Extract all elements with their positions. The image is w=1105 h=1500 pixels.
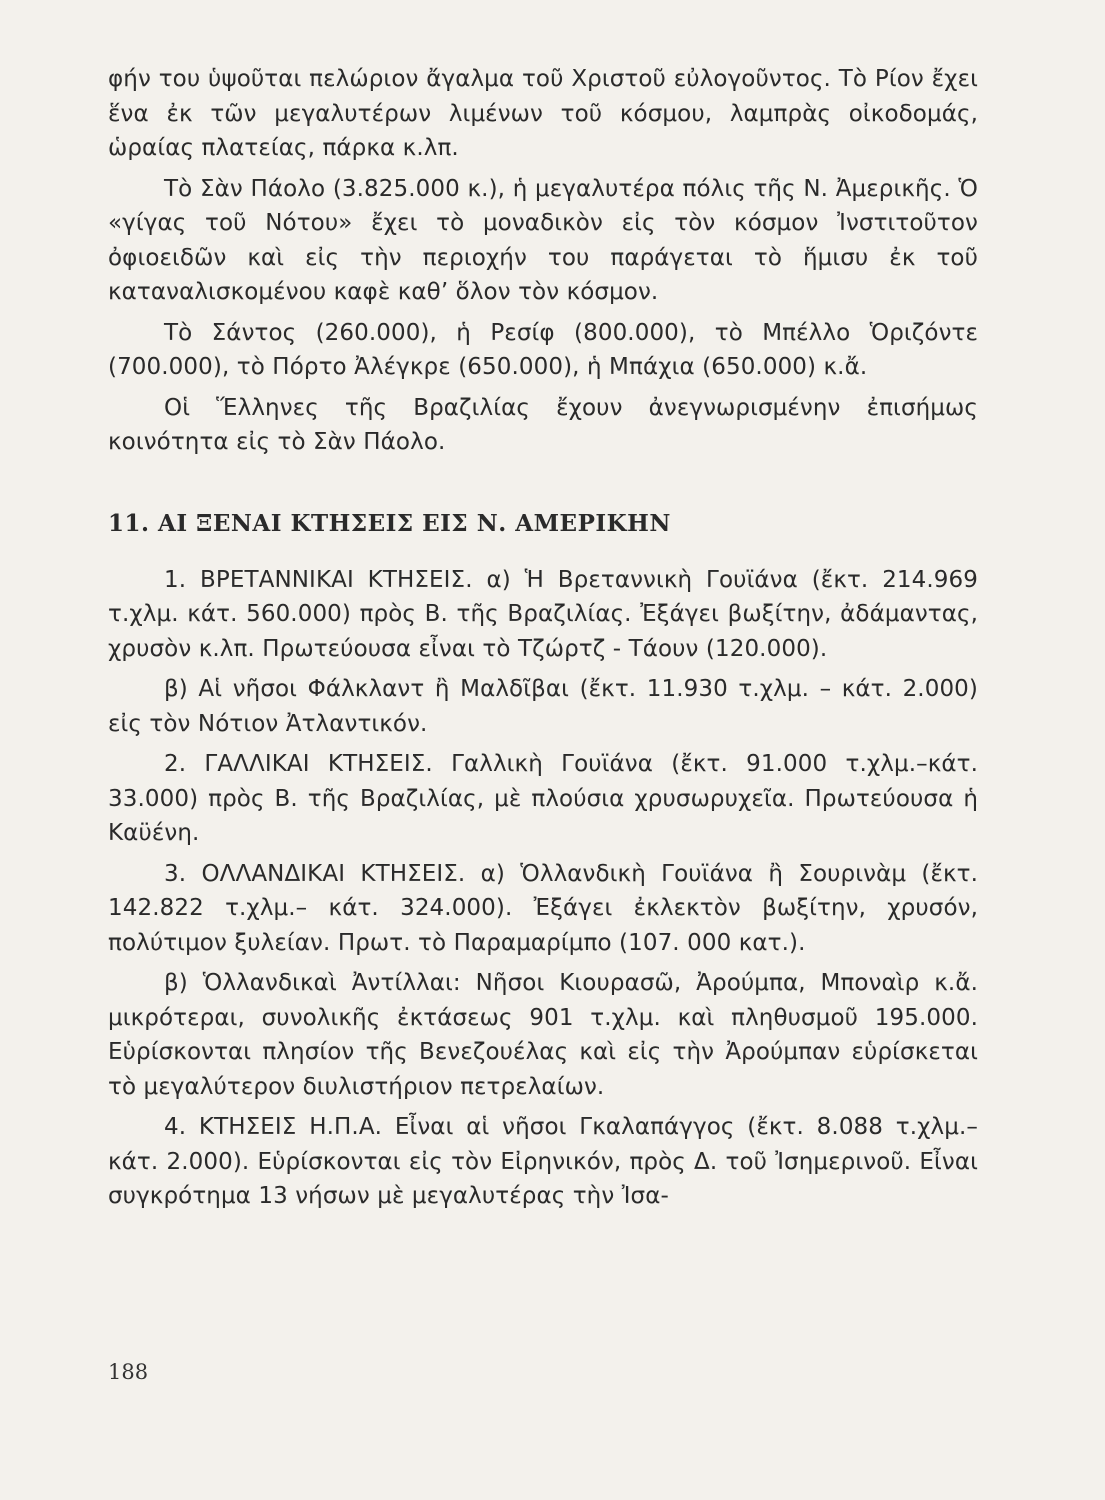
paragraph-usa-possessions: 4. ΚΤΗΣΕΙΣ Η.Π.Α. Εἶναι αἱ νῆσοι Γκαλαπάγγος (ἔκτ. 8.088 τ.χλμ.– κάτ. 2.000). Εὑρίσκονται εἰς τὸν Εἰρηνικόν, πρὸς Δ. τοῦ Ἰσημερινοῦ. Εἶναι συγκρότημα 13 νήσων μὲ μεγαλυτέρας τὴν Ἰσα- <box>108 1114 978 1209</box>
paragraph-san-paolo: Τὸ Σὰν Πάολο (3.825.000 κ.), ἡ μεγαλυτέρα πόλις τῆς Ν. Ἀμερικῆς. Ὁ «γίγας τοῦ Νότου» ἔχει τὸ μοναδικὸν εἰς τὸν κόσμον Ἰνστιτοῦτον ὀφιοειδῶν καὶ εἰς τὴν περιοχήν του παράγεται τὸ ἥμισυ ἐκ τοῦ καταναλισκομένου καφὲ καθ’ ὅλον τὸν κόσμον. <box>108 175 978 305</box>
paragraph-other-cities: Τὸ Σάντος (260.000), ἡ Ρεσίφ (800.000), τὸ Μπέλλο Ὁριζόντε (700.000), τὸ Πόρτο Ἀλέγκρε (650.000), ἡ Μπάχια (650.000) κ.ἄ. <box>108 319 978 380</box>
paragraph-french-possessions: 2. ΓΑΛΛΙΚΑΙ ΚΤΗΣΕΙΣ. Γαλλικὴ Γουϊάνα (ἔκτ. 91.000 τ.χλμ.–κάτ. 33.000) πρὸς Β. τῆς Βραζιλίας, μὲ πλούσια χρυσωρυχεῖα. Πρωτεύουσα ἡ Καϋένη. <box>108 751 978 846</box>
page-body <box>108 62 978 1220</box>
paragraph-greeks-brazil: Οἱ Ἕλληνες τῆς Βραζιλίας ἔχουν ἀνεγνωρισμένην ἐπισήμως κοινότητα εἰς τὸ Σὰν Πάολο. <box>108 394 978 455</box>
paragraph-dutch-possessions: 3. ΟΛΛΑΝΔΙΚΑΙ ΚΤΗΣΕΙΣ. α) Ὁλλανδικὴ Γουϊάνα ἢ Σουρινὰμ (ἔκτ. 142.822 τ.χλμ.– κάτ. 324.000). Ἐξάγει ἐκλεκτὸν βωξίτην, χρυσόν, πολύτιμον ξυλείαν. Πρωτ. τὸ Παραμαρίμπο (107. 000 κατ.). <box>108 860 978 956</box>
page-number: 188 <box>108 1360 149 1384</box>
paragraph-british-possessions: 1. ΒΡΕΤΑΝΝΙΚΑΙ ΚΤΗΣΕΙΣ. α) Ἡ Βρεταννικὴ Γουϊάνα (ἔκτ. 214.969 τ.χλμ. κάτ. 560.000) πρὸς Β. τῆς Βραζιλίας. Ἐξάγει βωξίτην, ἀδάμαντας, χρυσὸν κ.λπ. Πρωτεύουσα εἶναι τὸ Τζώρτζ - Τάουν (120.000). <box>108 566 978 662</box>
paragraph-dutch-antilles: β) Ὁλλανδικαὶ Ἀντίλλαι: Νῆσοι Κιουρασῶ, Ἀρούμπα, Μποναὶρ κ.ἄ. μικρότεραι, συνολικῆς ἐκτάσεως 901 τ.χλμ. καὶ πληθυσμοῦ 195.000. Εὑρίσκονται πλησίον τῆς Βενεζουέλας καὶ εἰς τὴν Ἀρούμπαν εὑρίσκεται τὸ μεγαλύτερον διυλιστήριον πετρελαίων. <box>108 970 978 1100</box>
paragraph-falkland: β) Αἱ νῆσοι Φάλκλαντ ἢ Μαλδῖβαι (ἔκτ. 11.930 τ.χλμ. – κάτ. 2.000) εἰς τὸν Νότιον Ἀτλαντικόν. <box>108 676 978 737</box>
paragraph-rio: φήν του ὑψοῦται πελώριον ἄγαλμα τοῦ Χριστοῦ εὐλογοῦντος. Τὸ Ρίον ἔχει ἕνα ἐκ τῶν μεγαλυτέρων λιμένων τοῦ κόσμου, λαμπρὰς οἰκοδομάς, ὡραίας πλατείας, πάρκα κ.λπ. <box>108 66 978 161</box>
section-heading: 11. ΑΙ ΞΕΝΑΙ ΚΤΗΣΕΙΣ ΕΙΣ Ν. ΑΜΕΡΙΚΗΝ <box>108 509 671 537</box>
